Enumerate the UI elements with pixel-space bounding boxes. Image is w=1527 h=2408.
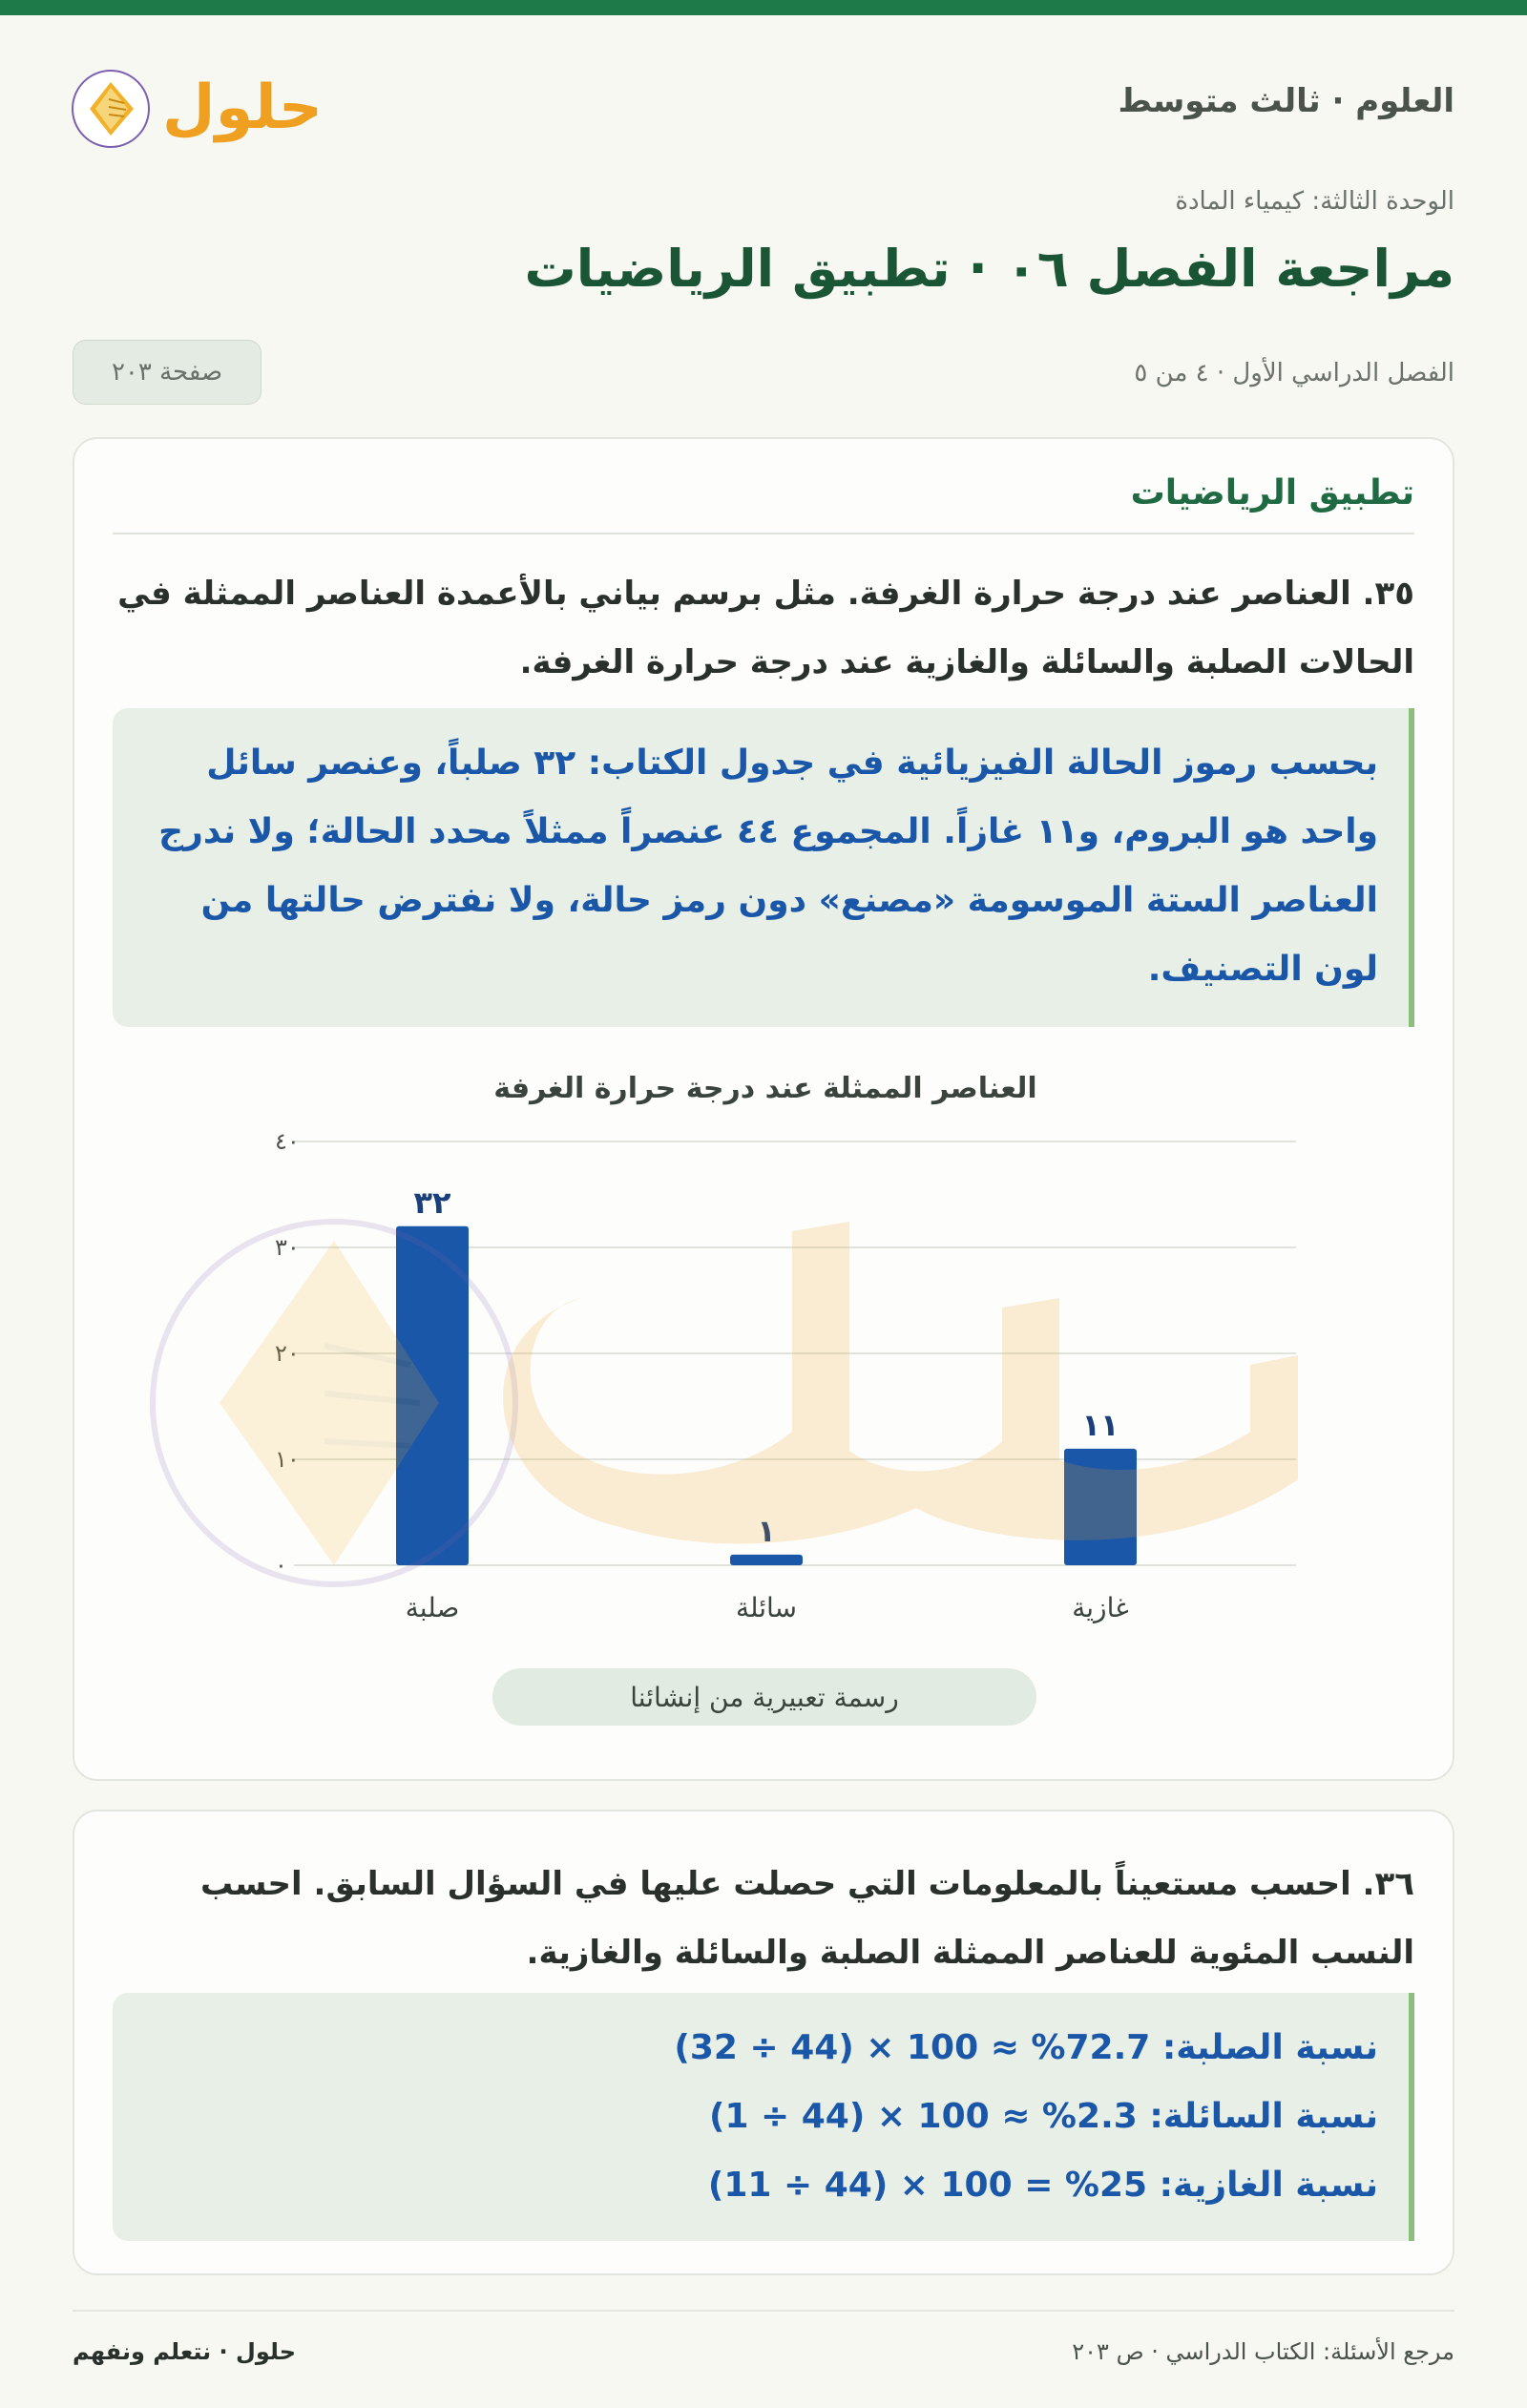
answer-36: [113, 1993, 1414, 2241]
bar-chart: [74, 1050, 1456, 1642]
y-tick-label: ٢٠: [275, 1340, 300, 1367]
question-35: ٣٥. العناصر عند درجة حرارة الغرفة. مثل برسم بياني بالأعمدة العناصر الممثلة في الحالات الصلبة والسائلة والغازية عند درجة حرارة الغرفة.: [117, 575, 1414, 681]
chart-svg: [74, 1050, 1456, 1642]
solid-percentage-line: نسبة الصلبة: 72.7% ≈ 100 × (44 ÷ 32): [674, 2028, 1378, 2067]
footer-reference: مرجع الأسئلة: الكتاب الدراسي · ص ٢٠٣: [1072, 2338, 1454, 2365]
bar-value-label: ١١: [1081, 1406, 1119, 1443]
brand-name: حلول: [162, 73, 323, 143]
y-tick-label: ٤٠: [275, 1128, 300, 1155]
section-divider: [113, 533, 1414, 534]
x-category-label: غازية: [1072, 1592, 1129, 1623]
question-36: ٣٦. احسب مستعيناً بالمعلومات التي حصلت عليها في السؤال السابق. احسب النسب المئوية للعناصر الممثلة الصلبة والسائلة والغازية.: [199, 1865, 1414, 1972]
x-category-label: سائلة: [735, 1592, 798, 1623]
y-tick-label: ١٠: [275, 1446, 300, 1473]
bar-0: [396, 1226, 469, 1565]
subject-label: العلوم · ثالث متوسط: [1118, 82, 1454, 120]
liquid-percentage-line: نسبة السائلة: 2.3% ≈ 100 × (44 ÷ 1): [709, 2097, 1378, 2136]
top-accent-bar: [0, 0, 1527, 15]
brand-logo[interactable]: [71, 50, 328, 155]
footer-brand: حلول · نتعلم ونفهم: [73, 2338, 296, 2365]
logo-icon: [71, 50, 328, 155]
y-tick-label: ٠: [275, 1552, 287, 1579]
percentage-card: [73, 1810, 1454, 2275]
section-title: تطبيق الرياضيات: [1130, 473, 1414, 513]
math-application-card: [73, 437, 1454, 1781]
semester-label: الفصل الدراسي الأول · ٤ من ٥: [1134, 359, 1454, 387]
page-badge: صفحة ٢٠٣: [73, 340, 261, 405]
unit-label: الوحدة الثالثة: كيمياء المادة: [1175, 187, 1454, 216]
answer-35: بحسب رموز الحالة الفيزيائية في جدول الكتاب: ٣٢ صلباً، وعنصر سائل واحد هو البروم، و١١ غازاً. المجموع ٤٤ عنصراً ممثلاً محدد الحالة؛ ولا ندرج العناصر الستة الموسومة «مصنع» دون رمز حالة، ولا نفترض حالتها من لون التصنيف.: [113, 708, 1414, 1027]
bar-1: [730, 1555, 803, 1565]
y-tick-label: ٣٠: [275, 1234, 300, 1261]
bar-2: [1064, 1449, 1137, 1565]
chart-caption: رسمة تعبيرية من إنشائنا: [492, 1668, 1036, 1726]
bar-value-label: ١: [757, 1512, 776, 1549]
page-title: مراجعة الفصل ٠٦ · تطبيق الرياضيات: [524, 239, 1454, 299]
chart-title: العناصر الممثلة عند درجة حرارة الغرفة: [493, 1072, 1037, 1105]
gas-percentage-line: نسبة الغازية: 25% = 100 × (44 ÷ 11): [707, 2166, 1378, 2205]
x-category-label: صلبة: [405, 1592, 460, 1623]
footer-divider: [73, 2310, 1454, 2312]
bar-value-label: ٣٢: [413, 1183, 451, 1221]
